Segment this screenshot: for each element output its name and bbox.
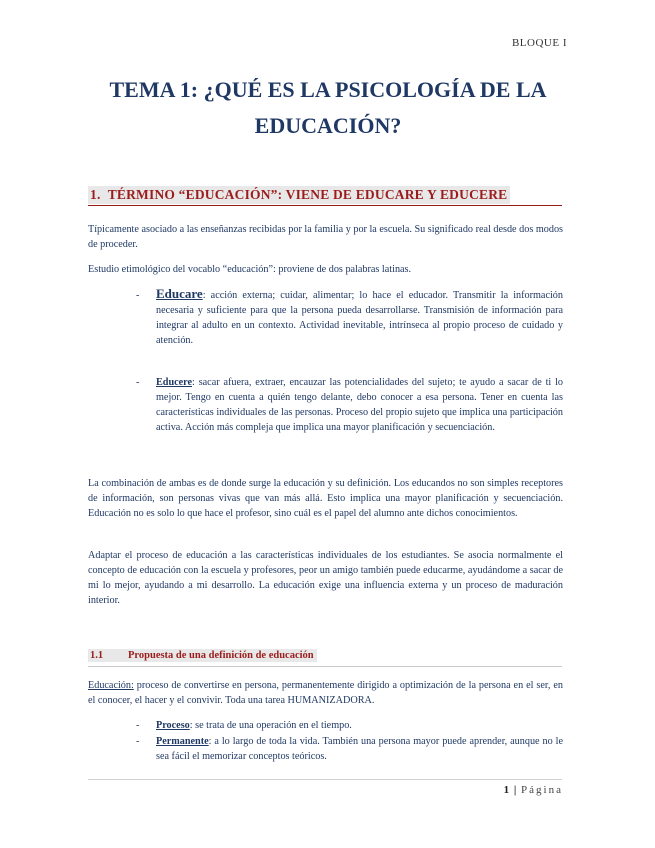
term-educere: Educere: [156, 377, 193, 388]
footer-rule: [88, 779, 562, 780]
section-1-number: 1.: [90, 187, 101, 202]
list-item-proceso: [156, 718, 563, 733]
section-1-1-heading: [88, 649, 317, 662]
educare-text: : acción externa; cuidar, alimentar; lo hace el educador. Transmitir la información necesaria y suficiente para que la persona pueda desarrollarse. Transmisión de información para integrar al adulto en un contexto. Actividad inevitable, intrínseca al propio proceso de cuidado y atención.: [156, 290, 563, 346]
page-title: [88, 72, 568, 144]
section-1-1-number: 1.1: [90, 650, 104, 661]
section-1-1-rule: [88, 666, 562, 667]
bullet-dash: -: [136, 377, 140, 388]
term-proceso: Proceso: [156, 720, 190, 731]
paragraph-2: Estudio etimológico del vocablo “educación”: proviene de dos palabras latinas.: [88, 264, 412, 275]
section-1-rule: [88, 205, 562, 206]
bullet-dash: -: [136, 720, 140, 731]
definition-text: proceso de convertirse en persona, permanentemente dirigido a optimización de la persona en el ser, en el conocer, el hacer y el convivir. Toda una tarea HUMANIZADORA.: [88, 680, 563, 706]
educere-text: : sacar afuera, extraer, encauzar las potencialidades del sujeto; te ayudo a sacar de ti lo mejor. Tengo en cuenta a quién tengo delante, debo conocer a esa persona. Tener en cuenta las características individuales de las personas. Proceso del propio sujeto que implica una participación activa. Acción más compleja que implica una mayor planificación y secuenciación.: [156, 377, 563, 433]
term-educare: Educare: [156, 286, 203, 301]
title-line-2: EDUCACIÓN?: [254, 113, 402, 138]
page-number: 1: [503, 784, 510, 796]
section-1-heading: [88, 186, 510, 204]
bullet-dash: -: [136, 736, 140, 747]
paragraph-1: Típicamente asociado a las enseñanzas recibidas por la familia y por la escuela. Su significado real desde dos modos de proceder.: [88, 224, 563, 250]
permanente-text: : a lo largo de toda la vida. También una persona mayor puede aprender, aunque no le sea fácil el memorizar conceptos teóricos.: [156, 736, 563, 762]
title-line-1: TEMA 1: ¿QUÉ ES LA PSICOLOGÍA DE LA: [109, 77, 547, 102]
term-permanente: Permanente: [156, 736, 209, 747]
definition-paragraph: [88, 678, 563, 708]
section-1-title: TÉRMINO “EDUCACIÓN”: VIENE DE EDUCARE Y EDUCERE: [107, 187, 508, 202]
section-1-1-title: Propuesta de una definición de educación: [128, 650, 314, 661]
list-item-educere: [156, 375, 563, 435]
definition-term: Educación:: [88, 680, 134, 691]
proceso-text: : se trata de una operación en el tiempo.: [189, 720, 352, 731]
paragraph-4: Adaptar el proceso de educación a las características individuales de los estudiantes. Se asocia normalmente el concepto de educación con la escuela y profesores, peor un amigo también puede educarme, ayudándome a sacar de mi lo mejor, ayudando a mi desarrollo. La educación exige una influencia externa y un proceso de maduración interior.: [88, 550, 563, 606]
page-separator: |: [513, 784, 517, 796]
paragraph-3: La combinación de ambas es de donde surge la educación y su definición. Los educandos no son simples receptores de información, son personas vivas que van más allá. Esto implica una mayor planificación y secuenciación. Educación no es solo lo que hace el profesor, sino cuál es el papel del alumno ante dichos conocimientos.: [88, 478, 563, 519]
bullet-dash: -: [136, 290, 140, 301]
list-item-educare: [156, 286, 563, 348]
page-footer: [504, 784, 563, 796]
page-label: Página: [521, 784, 563, 796]
list-item-permanente: [156, 734, 563, 764]
header-label: BLOQUE I: [511, 37, 567, 49]
